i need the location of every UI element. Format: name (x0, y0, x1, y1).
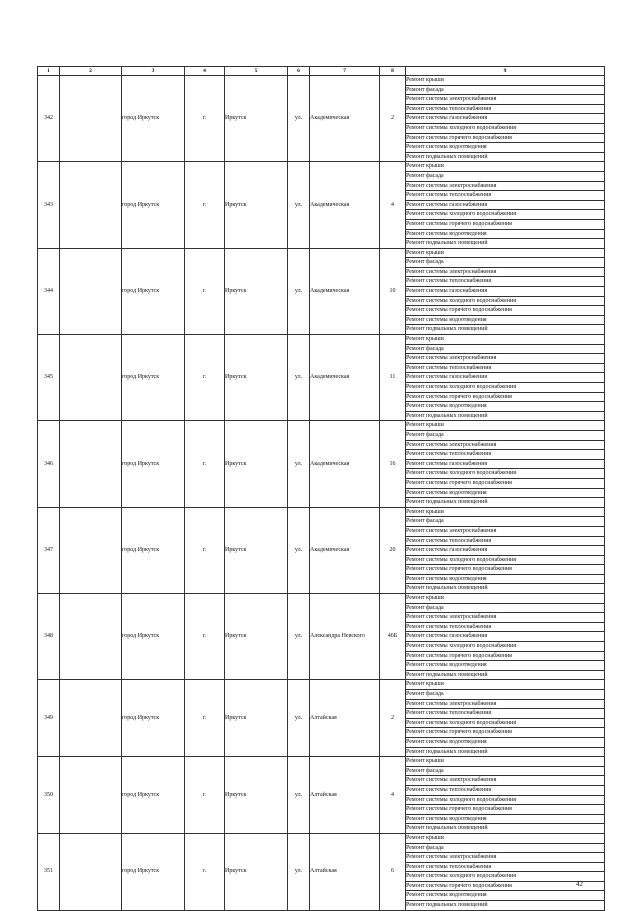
column-2-cell (60, 76, 122, 162)
street-type-cell: ул. (288, 162, 310, 248)
row-number-cell: 342 (38, 76, 60, 162)
table-row (38, 680, 605, 690)
row-number-cell: 346 (38, 421, 60, 507)
row-number-cell: 348 (38, 594, 60, 680)
header-cell: 5 (225, 67, 288, 76)
work-item-cell: Ремонт фасада (406, 258, 605, 268)
work-item-cell: Ремонт фасада (406, 843, 605, 853)
header-cell: 7 (310, 67, 380, 76)
work-item-cell: Ремонт системы горячего водоснабжения (406, 392, 605, 402)
work-item-cell: Ремонт системы теплоснабжения (406, 191, 605, 201)
work-item-cell: Ремонт системы газоснабжения (406, 114, 605, 124)
work-item-cell: Ремонт системы электроснабжения (406, 526, 605, 536)
table-row (38, 507, 605, 517)
table-row (38, 594, 605, 604)
row-number-cell: 347 (38, 507, 60, 593)
city-cell: Иркутск (225, 76, 288, 162)
work-item-cell: Ремонт системы теплоснабжения (406, 450, 605, 460)
street-cell: Академическая (310, 76, 380, 162)
work-item-cell: Ремонт системы электроснабжения (406, 699, 605, 709)
work-item-cell: Ремонт системы теплоснабжения (406, 536, 605, 546)
table-row (38, 833, 605, 843)
work-item-cell: Ремонт системы газоснабжения (406, 459, 605, 469)
work-item-cell: Ремонт системы электроснабжения (406, 354, 605, 364)
page-number: 42 (576, 880, 583, 888)
work-item-cell: Ремонт фасада (406, 171, 605, 181)
city-type-cell: г. (185, 507, 225, 593)
header-row (38, 67, 605, 76)
city-cell: Иркутск (225, 833, 288, 910)
row-number-cell: 343 (38, 162, 60, 248)
city-cell: Иркутск (225, 507, 288, 593)
work-item-cell: Ремонт фасада (406, 766, 605, 776)
work-item-cell: Ремонт подвальных помещений (406, 411, 605, 421)
street-cell: Академическая (310, 248, 380, 334)
street-cell: Академическая (310, 421, 380, 507)
table-row (38, 335, 605, 345)
column-2-cell (60, 680, 122, 757)
work-item-cell: Ремонт системы холодного водоснабжения (406, 383, 605, 393)
table-row (38, 162, 605, 172)
city-type-cell: г. (185, 757, 225, 834)
city-cell: Иркутск (225, 248, 288, 334)
street-cell: Александра Невского (310, 594, 380, 680)
work-item-cell: Ремонт системы горячего водоснабжения (406, 565, 605, 575)
work-item-cell: Ремонт системы водоотведения (406, 229, 605, 239)
work-item-cell: Ремонт системы горячего водоснабжения (406, 219, 605, 229)
work-item-cell: Ремонт системы горячего водоснабжения (406, 805, 605, 815)
table-row (38, 76, 605, 86)
work-item-cell: Ремонт системы холодного водоснабжения (406, 296, 605, 306)
work-item-cell: Ремонт системы холодного водоснабжения (406, 642, 605, 652)
work-item-cell: Ремонт системы теплоснабжения (406, 709, 605, 719)
work-item-cell: Ремонт системы горячего водоснабжения (406, 478, 605, 488)
city-type-cell: г. (185, 680, 225, 757)
work-item-cell: Ремонт системы водоотведения (406, 891, 605, 901)
work-item-cell: Ремонт крыши (406, 335, 605, 345)
work-item-cell: Ремонт крыши (406, 757, 605, 767)
work-item-cell: Ремонт системы электроснабжения (406, 853, 605, 863)
work-item-cell: Ремонт крыши (406, 507, 605, 517)
work-item-cell: Ремонт крыши (406, 833, 605, 843)
house-number-cell: 10 (380, 248, 406, 334)
settlement-cell: город Иркутск (122, 833, 185, 910)
work-item-cell: Ремонт системы горячего водоснабжения (406, 306, 605, 316)
work-item-cell: Ремонт системы холодного водоснабжения (406, 718, 605, 728)
work-item-cell: Ремонт системы теплоснабжения (406, 104, 605, 114)
street-type-cell: ул. (288, 248, 310, 334)
work-item-cell: Ремонт крыши (406, 421, 605, 431)
house-number-cell: 20 (380, 507, 406, 593)
work-item-cell: Ремонт системы электроснабжения (406, 613, 605, 623)
house-number-cell: 6 (380, 833, 406, 910)
table-body (38, 76, 605, 911)
street-cell: Академическая (310, 507, 380, 593)
work-item-cell: Ремонт системы электроснабжения (406, 440, 605, 450)
work-item-cell: Ремонт системы горячего водоснабжения (406, 651, 605, 661)
street-type-cell: ул. (288, 594, 310, 680)
house-number-cell: 2 (380, 680, 406, 757)
settlement-cell: город Иркутск (122, 594, 185, 680)
settlement-cell: город Иркутск (122, 76, 185, 162)
work-item-cell: Ремонт подвальных помещений (406, 325, 605, 335)
work-item-cell: Ремонт фасада (406, 85, 605, 95)
row-number-cell: 349 (38, 680, 60, 757)
table-row (38, 248, 605, 258)
settlement-cell: город Иркутск (122, 757, 185, 834)
street-type-cell: ул. (288, 680, 310, 757)
table-row (38, 421, 605, 431)
row-number-cell: 344 (38, 248, 60, 334)
city-cell: Иркутск (225, 421, 288, 507)
work-item-cell: Ремонт системы холодного водоснабжения (406, 872, 605, 882)
house-number-cell: 4 (380, 162, 406, 248)
work-item-cell: Ремонт системы водоотведения (406, 402, 605, 412)
work-item-cell: Ремонт системы теплоснабжения (406, 785, 605, 795)
work-item-cell: Ремонт крыши (406, 162, 605, 172)
work-item-cell: Ремонт системы холодного водоснабжения (406, 210, 605, 220)
header-cell: 8 (380, 67, 406, 76)
city-type-cell: г. (185, 594, 225, 680)
street-cell: Академическая (310, 335, 380, 421)
city-type-cell: г. (185, 335, 225, 421)
work-item-cell: Ремонт системы теплоснабжения (406, 363, 605, 373)
work-item-cell: Ремонт подвальных помещений (406, 239, 605, 249)
work-item-cell: Ремонт системы теплоснабжения (406, 277, 605, 287)
settlement-cell: город Иркутск (122, 680, 185, 757)
row-number-cell: 351 (38, 833, 60, 910)
work-item-cell: Ремонт системы теплоснабжения (406, 622, 605, 632)
work-item-cell: Ремонт системы водоотведения (406, 661, 605, 671)
work-item-cell: Ремонт крыши (406, 680, 605, 690)
work-item-cell: Ремонт подвальных помещений (406, 747, 605, 757)
work-item-cell: Ремонт системы водоотведения (406, 574, 605, 584)
house-number-cell: 4 (380, 757, 406, 834)
street-cell: Алтайская (310, 680, 380, 757)
settlement-cell: город Иркутск (122, 507, 185, 593)
column-2-cell (60, 335, 122, 421)
work-item-cell: Ремонт системы теплоснабжения (406, 862, 605, 872)
work-item-cell: Ремонт системы холодного водоснабжения (406, 123, 605, 133)
work-item-cell: Ремонт системы электроснабжения (406, 267, 605, 277)
work-item-cell: Ремонт системы электроснабжения (406, 181, 605, 191)
header-cell: 6 (288, 67, 310, 76)
house-number-cell: 46Б (380, 594, 406, 680)
header-cell: 4 (185, 67, 225, 76)
work-item-cell: Ремонт системы водоотведения (406, 488, 605, 498)
work-item-cell: Ремонт фасада (406, 603, 605, 613)
street-cell: Алтайская (310, 757, 380, 834)
row-number-cell: 345 (38, 335, 60, 421)
work-item-cell: Ремонт системы водоотведения (406, 143, 605, 153)
work-item-cell: Ремонт подвальных помещений (406, 824, 605, 834)
work-item-cell: Ремонт системы газоснабжения (406, 287, 605, 297)
street-cell: Академическая (310, 162, 380, 248)
street-type-cell: ул. (288, 76, 310, 162)
work-item-cell: Ремонт системы водоотведения (406, 315, 605, 325)
work-item-cell: Ремонт системы холодного водоснабжения (406, 555, 605, 565)
street-type-cell: ул. (288, 421, 310, 507)
city-type-cell: г. (185, 76, 225, 162)
row-number-cell: 350 (38, 757, 60, 834)
work-item-cell: Ремонт системы горячего водоснабжения (406, 133, 605, 143)
work-item-cell: Ремонт системы холодного водоснабжения (406, 795, 605, 805)
city-type-cell: г. (185, 162, 225, 248)
column-2-cell (60, 421, 122, 507)
work-item-cell: Ремонт системы газоснабжения (406, 546, 605, 556)
work-item-cell: Ремонт фасада (406, 690, 605, 700)
work-item-cell: Ремонт системы газоснабжения (406, 200, 605, 210)
work-item-cell: Ремонт подвальных помещений (406, 152, 605, 162)
house-number-cell: 11 (380, 335, 406, 421)
house-number-cell: 16 (380, 421, 406, 507)
work-item-cell: Ремонт крыши (406, 248, 605, 258)
column-2-cell (60, 162, 122, 248)
work-item-cell: Ремонт фасада (406, 430, 605, 440)
header-cell: 2 (60, 67, 122, 76)
header-cell: 1 (38, 67, 60, 76)
city-cell: Иркутск (225, 757, 288, 834)
work-item-cell: Ремонт системы горячего водоснабжения (406, 881, 605, 891)
work-item-cell: Ремонт системы горячего водоснабжения (406, 728, 605, 738)
work-item-cell: Ремонт подвальных помещений (406, 498, 605, 508)
house-number-cell: 2 (380, 76, 406, 162)
work-item-cell: Ремонт системы холодного водоснабжения (406, 469, 605, 479)
city-type-cell: г. (185, 833, 225, 910)
table-row (38, 757, 605, 767)
settlement-cell: город Иркутск (122, 421, 185, 507)
city-cell: Иркутск (225, 594, 288, 680)
city-cell: Иркутск (225, 680, 288, 757)
column-2-cell (60, 248, 122, 334)
work-item-cell: Ремонт крыши (406, 76, 605, 86)
work-item-cell: Ремонт системы газоснабжения (406, 373, 605, 383)
work-item-cell: Ремонт системы электроснабжения (406, 776, 605, 786)
work-item-cell: Ремонт системы водоотведения (406, 814, 605, 824)
settlement-cell: город Иркутск (122, 248, 185, 334)
column-2-cell (60, 757, 122, 834)
header-cell: 3 (122, 67, 185, 76)
street-type-cell: ул. (288, 335, 310, 421)
work-item-cell: Ремонт фасада (406, 344, 605, 354)
column-2-cell (60, 507, 122, 593)
street-type-cell: ул. (288, 507, 310, 593)
work-item-cell: Ремонт системы водоотведения (406, 737, 605, 747)
city-type-cell: г. (185, 421, 225, 507)
street-type-cell: ул. (288, 833, 310, 910)
work-item-cell: Ремонт крыши (406, 594, 605, 604)
work-item-cell: Ремонт подвальных помещений (406, 584, 605, 594)
work-item-cell: Ремонт системы газоснабжения (406, 632, 605, 642)
city-type-cell: г. (185, 248, 225, 334)
register-table (37, 66, 605, 911)
work-item-cell: Ремонт фасада (406, 517, 605, 527)
work-item-cell: Ремонт системы электроснабжения (406, 95, 605, 105)
settlement-cell: город Иркутск (122, 335, 185, 421)
column-2-cell (60, 594, 122, 680)
work-item-cell: Ремонт подвальных помещений (406, 670, 605, 680)
city-cell: Иркутск (225, 162, 288, 248)
city-cell: Иркутск (225, 335, 288, 421)
street-type-cell: ул. (288, 757, 310, 834)
work-item-cell: Ремонт подвальных помещений (406, 901, 605, 911)
header-cell: 9 (406, 67, 605, 76)
street-cell: Алтайская (310, 833, 380, 910)
column-2-cell (60, 833, 122, 910)
settlement-cell: город Иркутск (122, 162, 185, 248)
